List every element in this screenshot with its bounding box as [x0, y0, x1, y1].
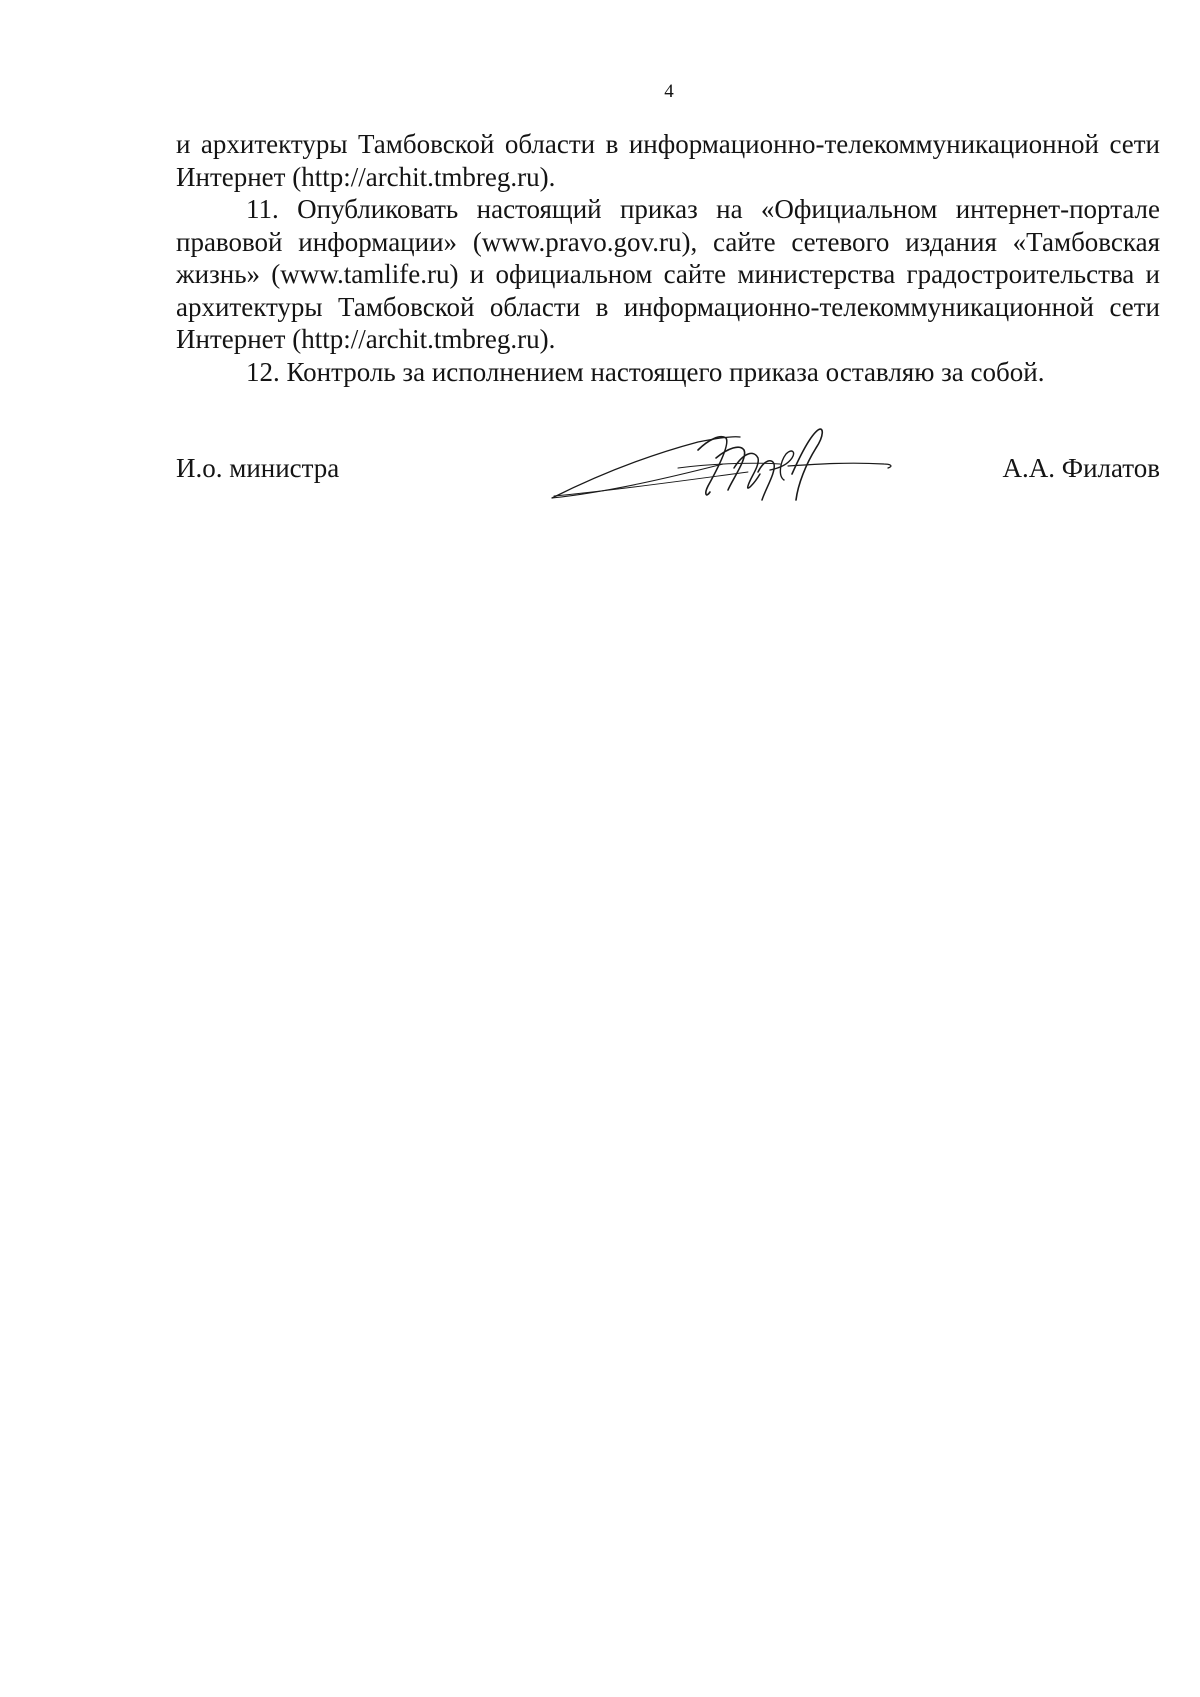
paragraph-item-11: 11. Опубликовать настоящий приказ на «Официальном интернет-портале правовой информации» (www.pravo.gov.ru), сайте сетевого издания «Тамбовская жизнь» (www.tamlife.ru) и официальном сайте министерства градостроительства и архитектуры Тамбовской области в информационно-телекоммуникационной сети Интернет (http://archit.tmbreg.ru).: [176, 194, 1160, 354]
signatory-name: А.А. Филатов: [1002, 453, 1160, 483]
paragraph-item-12: 12. Контроль за исполнением настоящего приказа оставляю за собой.: [246, 356, 1045, 387]
signature-block: [176, 428, 1160, 508]
paragraph-continuation: и архитектуры Тамбовской области в информационно-телекоммуникационной сети Интернет (http://archit.tmbreg.ru).: [176, 129, 1160, 192]
document-body: [176, 128, 1160, 388]
handwritten-signature-icon: [548, 428, 908, 508]
page-number: 4: [664, 81, 674, 102]
signatory-title: И.о. министра: [176, 453, 340, 483]
